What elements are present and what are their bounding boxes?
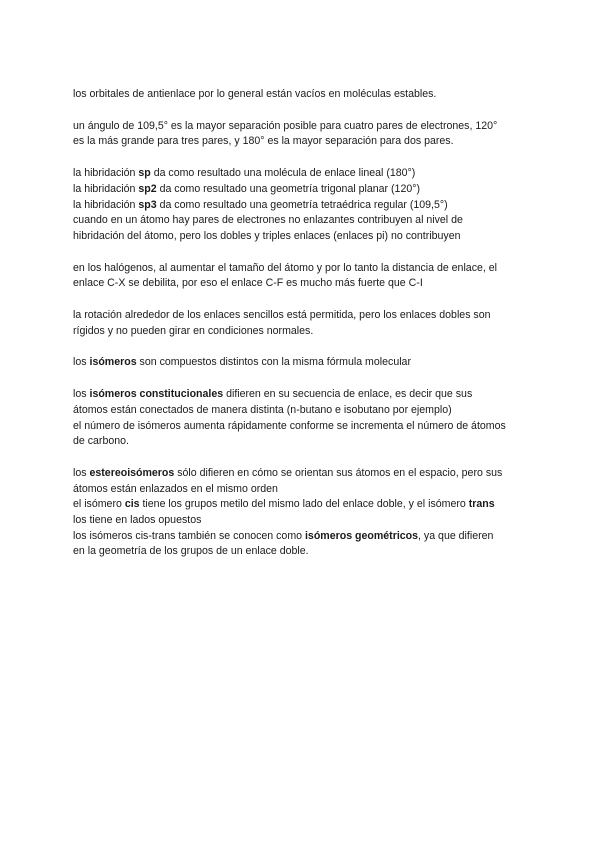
bold-term: sp	[138, 167, 151, 180]
text-line: los estereoisómeros sólo difieren en cómo se orientan sus átomos en el espacio, pero sus	[73, 466, 503, 479]
paragraph-constitutional	[73, 387, 533, 450]
text-line: los isómeros cis-trans también se conocen como isómeros geométricos, ya que difieren	[73, 529, 494, 542]
bold-term: isómeros	[89, 356, 137, 369]
bold-term: sp3	[138, 198, 157, 211]
text-line: hibridación del átomo, pero los dobles y triples enlaces (enlaces pi) no contribuyen	[73, 229, 461, 242]
text-line: los isómeros son compuestos distintos con la misma fórmula molecular	[73, 356, 411, 369]
text-line: cuando en un átomo hay pares de electrones no enlazantes contribuyen al nivel de	[73, 214, 463, 227]
paragraph-angles	[73, 119, 533, 150]
document-body	[73, 87, 533, 576]
text-line: la rotación alrededor de los enlaces sencillos está permitida, pero los enlaces dobles son	[73, 309, 491, 322]
text-line: el isómero cis tiene los grupos metilo del mismo lado del enlace doble, y el isómero trans	[73, 498, 495, 511]
text-line: los tiene en lados opuestos	[73, 514, 202, 527]
text-line: de carbono.	[73, 435, 129, 448]
text-line: en los halógenos, al aumentar el tamaño del átomo y por lo tanto la distancia de enlace, el	[73, 261, 498, 274]
paragraph-antibonding	[73, 87, 533, 103]
bold-term: isómeros geométricos	[304, 529, 419, 542]
text-line: la hibridación sp3 da como resultado una geometría tetraédrica regular (109,5°)	[73, 198, 448, 211]
text-line: rígidos y no pueden girar en condiciones normales.	[73, 324, 314, 337]
text-line: es la más grande para tres pares, y 180° es la mayor separación para dos pares.	[73, 135, 454, 148]
text-line: la hibridación sp da como resultado una molécula de enlace lineal (180°)	[73, 167, 416, 180]
text-line: átomos están enlazados en el mismo orden	[73, 482, 278, 495]
text-line: los orbitales de antienlace por lo general están vacíos en moléculas estables.	[73, 88, 437, 100]
text-line: los isómeros constitucionales difieren en su secuencia de enlace, es decir que sus	[73, 388, 473, 401]
paragraph-halogens	[73, 261, 533, 292]
paragraph-isomers	[73, 355, 533, 371]
paragraph-rotation	[73, 308, 533, 339]
text-line: átomos están conectados de manera distinta (n-butano e isobutano por ejemplo)	[73, 403, 452, 416]
text-line: un ángulo de 109,5° es la mayor separación posible para cuatro pares de electrones, 120°	[73, 119, 498, 132]
bold-term: trans	[468, 498, 495, 511]
text-line: en la geometría de los grupos de un enlace doble.	[73, 545, 309, 558]
bold-term: sp2	[138, 182, 157, 195]
bold-term: estereoisómeros	[89, 466, 175, 479]
text-line: el número de isómeros aumenta rápidamente conforme se incrementa el número de átomos	[73, 419, 506, 432]
bold-term: isómeros constitucionales	[89, 388, 224, 401]
paragraph-hybridization	[73, 166, 533, 245]
bold-term: cis	[124, 498, 140, 511]
text-line: enlace C-X se debilita, por eso el enlace C-F es mucho más fuerte que C-I	[73, 277, 423, 290]
paragraph-stereoisomers	[73, 466, 533, 560]
text-line: la hibridación sp2 da como resultado una geometría trigonal planar (120°)	[73, 182, 420, 195]
